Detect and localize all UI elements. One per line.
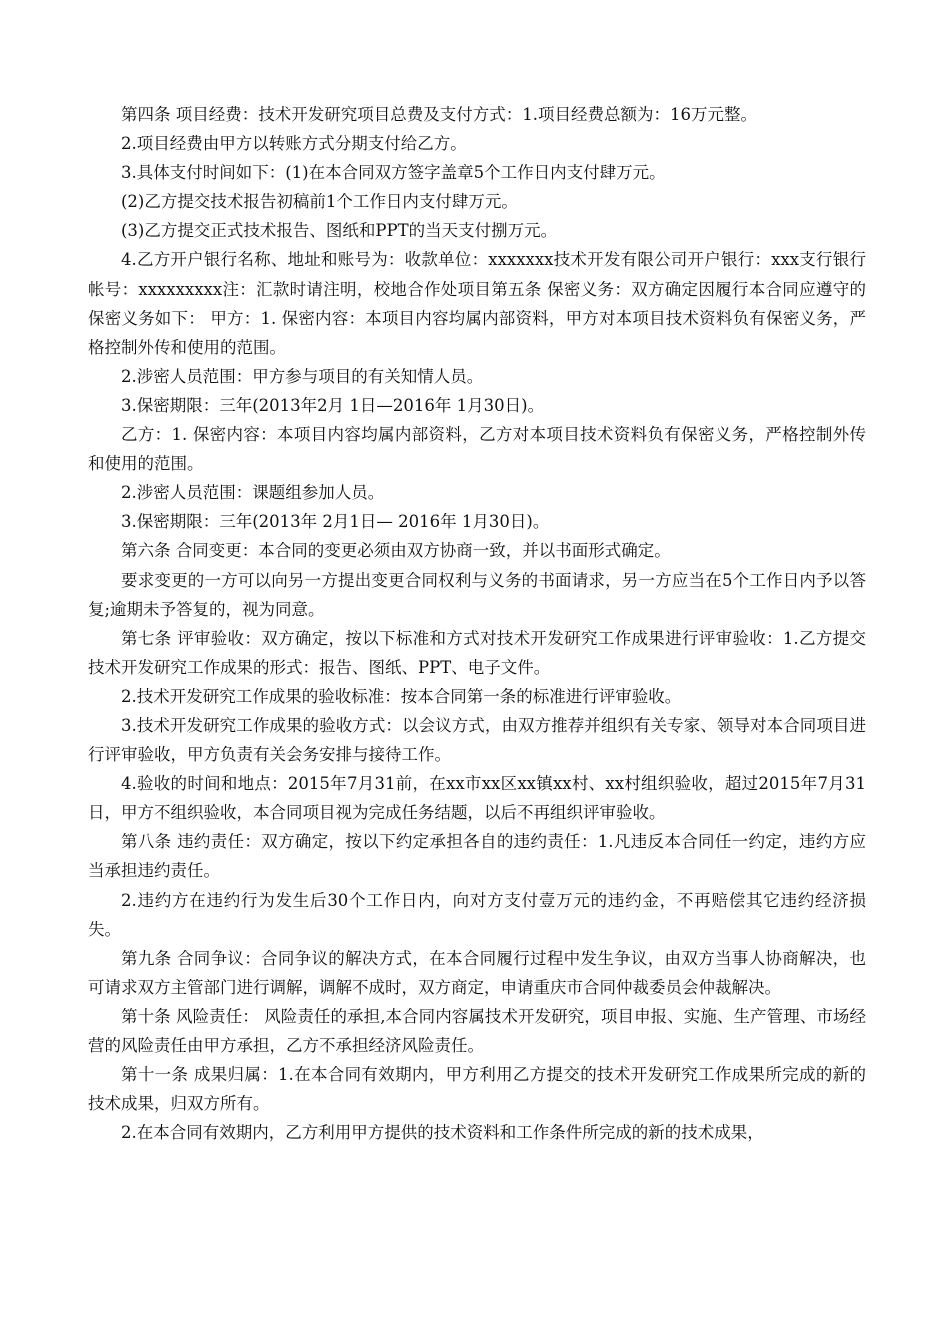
paragraph-party-b-period: 3.保密期限：三年(2013年 2月1日— 2016年 1月30日)。: [121, 512, 550, 532]
paragraph-article-7: 第七条 评审验收：双方确定，按以下标准和方式对技术开发研究工作成果进行评审验收：1.乙方提交技术开发研究工作成果的形式：报告、图纸、PPT、电子文件。: [88, 628, 866, 677]
paragraph-party-a-period: 3.保密期限：三年(2013年2月 1日—2016年 1月30日)。: [121, 395, 545, 415]
paragraph-acceptance-method: 3.技术开发研究工作成果的验收方式：以会议方式，由双方推荐并组织有关专家、领导对本合同项目进行评审验收，甲方负责有关会务安排与接待工作。: [88, 715, 866, 765]
paragraph-payment-schedule: 3.具体支付时间如下：(1)在本合同双方签字盖章5个工作日内支付肆万元。: [121, 163, 666, 183]
paragraph-penalty: 2.违约方在违约行为发生后30个工作日内，向对方支付壹万元的违约金，不再赔偿其它违约经济损失。: [88, 890, 866, 939]
paragraph-party-a-personnel: 2.涉密人员范围：甲方参与项目的有关知情人员。: [121, 366, 484, 386]
paragraph-acceptance-standard: 2.技术开发研究工作成果的验收标准：按本合同第一条的标准进行评审验收。: [121, 686, 682, 706]
paragraph-article-8: 第八条 违约责任：双方确定，按以下约定承担各自的违约责任：1.凡违反本合同任一约定，违约方应当承担违约责任。: [88, 832, 866, 881]
paragraph-results-2: 2.在本合同有效期内，乙方利用甲方提供的技术资料和工作条件所完成的新的技术成果，: [121, 1123, 764, 1143]
paragraph-party-b-personnel: 2.涉密人员范围：课题组参加人员。: [121, 483, 385, 503]
paragraph-party-b-content: 乙方：1. 保密内容：本项目内容均属内部资料，乙方对本项目技术资料负有保密义务，严格控制外传和使用的范围。: [88, 425, 866, 474]
paragraph-payment-2: (2)乙方提交技术报告初稿前1个工作日内支付肆万元。: [121, 192, 518, 212]
paragraph-payment-method: 2.项目经费由甲方以转账方式分期支付给乙方。: [121, 134, 467, 154]
paragraph-payment-3: (3)乙方提交正式技术报告、图纸和PPT的当天支付捌万元。: [121, 221, 558, 241]
paragraph-article-10: 第十条 风险责任： 风险责任的承担,本合同内容属技术开发研究，项目申报、实施、生产管理、市场经营的风险责任由甲方承担，乙方不承担经济风险责任。: [88, 1006, 866, 1055]
paragraph-change-request: 要求变更的一方可以向另一方提出变更合同权利与义务的书面请求，另一方应当在5个工作日内予以答复;逾期未予答复的，视为同意。: [88, 570, 866, 619]
paragraph-bank-and-confidentiality: 4.乙方开户银行名称、地址和账号为：收款单位：xxxxxxx技术开发有限公司开户银行：xxx支行银行帐号：xxxxxxxxx注：汇款时请注明，校地合作处项目第五条 保密义务：双方确定因履行本合同应遵守的保密义务如下： 甲方：1. 保密内容：本项目内容均属内部资料，甲方对本项目技术资料负有保密义务，严格控制外传和使用的范围。: [88, 250, 866, 357]
paragraph-article-6: 第六条 合同变更：本合同的变更必须由双方协商一致，并以书面形式确定。: [121, 541, 671, 561]
paragraph-article-11: 第十一条 成果归属：1.在本合同有效期内，甲方利用乙方提交的技术开发研究工作成果所完成的新的技术成果，归双方所有。: [88, 1065, 866, 1114]
paragraph-article-4: 第四条 项目经费：技术开发研究项目总费及支付方式：1.项目经费总额为：16万元整。: [121, 105, 757, 124]
paragraph-acceptance-time: 4.验收的时间和地点：2015年7月31前，在xx市xx区xx镇xx村、xx村组织验收，超过2015年7月31日，甲方不组织验收，本合同项目视为完成任务结题，以后不再组织评审验收。: [88, 774, 866, 823]
document-body: [88, 100, 866, 1147]
paragraph-article-9: 第九条 合同争议：合同争议的解决方式，在本合同履行过程中发生争议，由双方当事人协商解决，也可请求双方主管部门进行调解，调解不成时，双方商定，申请重庆市合同仲裁委员会仲裁解决。: [88, 948, 866, 997]
